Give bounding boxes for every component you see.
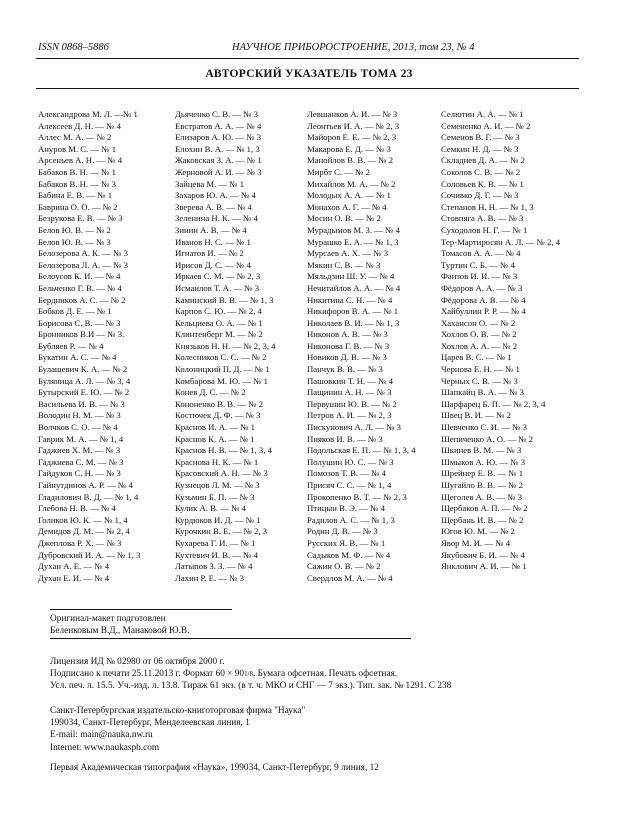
author-entry: Пащинин А. Н. — № 3 — [307, 387, 392, 398]
author-entry: Селютин А. А. — № 1 — [441, 109, 524, 119]
author-entry: Нечитайлов А. А. — № 4 — [307, 282, 401, 293]
author-entry: Молодых А. А. — № 1 — [307, 190, 391, 201]
author-column-1 — [38, 109, 140, 584]
author-entry: Степанов Н. Н. — № 1, 3 — [441, 201, 534, 212]
author-entry: Майоров Е. Е. — № 2, 3 — [307, 132, 397, 143]
author-entry: Демидов Д. М. — № 2, 4 — [38, 526, 130, 537]
author-entry: Шапкайц В. А. — № 3 — [441, 387, 524, 398]
author-entry: Тер-Мартиросян А. Л. — № 2, 4 — [441, 236, 561, 247]
author-entry: Гладилович В. Д. — № 1, 4 — [38, 491, 139, 502]
author-entry: Кельциева О. А. — № 1 — [175, 317, 263, 328]
footer-short-rule — [50, 609, 232, 610]
author-entry: Панчук В. В. — № 3 — [307, 364, 383, 375]
author-entry: Свердлов М. А. — № 4 — [307, 572, 393, 583]
author-column-3 — [307, 109, 416, 584]
author-entry: Пискунович А. Л. — № 3 — [307, 422, 402, 433]
author-entry: Складнев Д. А. — № 2 — [441, 155, 525, 166]
author-entry: Фёдоров А. А. — № 3 — [441, 282, 523, 293]
author-entry: Кухарева Г. И. — № 1 — [175, 537, 256, 548]
author-entry: Подольская Е. П. — № 1, 3, 4 — [307, 445, 416, 456]
layout-credit-label: Оригинал-макет подготовлен — [50, 614, 166, 624]
author-entry: Мурадымов М. З. — № 4 — [307, 224, 400, 235]
author-entry: Игнатов И. — № 2 — [175, 248, 244, 259]
publisher-block — [50, 705, 305, 754]
author-entry: Птицын В. Э. — № 4 — [307, 503, 385, 514]
author-entry: Кузьмин Б. П. — № 3 — [175, 491, 255, 502]
author-entry: Джеплова Р. Х. — № 3 — [38, 537, 122, 548]
author-entry: Присяч С. С. — № 1, 4 — [307, 480, 392, 490]
author-entry: Щербаков А. П. — № 2 — [441, 503, 528, 514]
author-entry: Никонова Г. В. — № 3 — [307, 340, 390, 351]
author-entry: Курочкин В. Е. — № 2, 3 — [175, 526, 268, 537]
author-entry: Красовский А. Н. — № 3 — [175, 468, 268, 479]
author-entry: Сочивко Д. Г. — № 3 — [441, 190, 519, 201]
author-entry: Новиков Д. В. — № 3 — [307, 352, 387, 363]
author-entry: Кононенко В. В. — № 2 — [175, 398, 264, 409]
author-entry: Зверева А. В. — № 4 — [175, 201, 252, 212]
page-title: АВТОРСКИЙ УКАЗАТЕЛЬ ТОМА 23 — [205, 68, 413, 80]
publisher-name: Санкт-Петербургская издательско-книготорговая фирма "Наука" — [50, 706, 306, 716]
author-entry: Пияков И. В. — № 3 — [307, 433, 383, 444]
author-entry: Шепиченко А. О. — № 2 — [441, 433, 533, 444]
author-entry: Ирисов Д. С. — № 4 — [175, 259, 251, 270]
author-entry: Туртин С. Б. — № 4 — [441, 259, 515, 270]
printer-line: Первая Академическая типография «Наука», 199034, Санкт-Петербург, 9 линия, 12 — [50, 763, 379, 773]
title-rule — [36, 88, 579, 89]
author-entry: Алексеев Д. Н. — № 4 — [38, 120, 121, 131]
author-entry: Жаковская З. А. — № 1 — [175, 155, 262, 166]
author-entry: Сажин О. В. — № 2 — [307, 561, 381, 572]
author-entry: Первушин Ю. В. — № 2 — [307, 398, 397, 409]
author-entry: Петров А. И. — № 2, 3 — [307, 410, 392, 421]
author-entry: Карпов С. Ю. — № 2, 4 — [175, 306, 262, 317]
author-entry: Арсеньев А. Н. — № 4 — [38, 155, 123, 166]
author-entry: Якубович Б. И. — № 4 — [441, 549, 525, 560]
author-entry: Лахин Р. Е. — № 3 — [175, 572, 244, 583]
author-entry: Семкин Н. Д. — № 3 — [441, 143, 519, 154]
author-entry: Никитина С. Н. — № 4 — [307, 294, 393, 305]
author-entry: Бабаков В. Н. — № 3 — [38, 178, 116, 189]
author-entry: Янклович А. И. — № 1 — [441, 561, 527, 572]
author-entry: Кузнецов Л. М. — № 3 — [175, 480, 260, 490]
author-entry: Белозерова А. К. — № 3 — [38, 248, 128, 259]
author-entry: Комбарова М. Ю. — № 1 — [175, 375, 269, 386]
header-rule — [36, 58, 579, 59]
author-entry: Бабаков В. Н. — № 1 — [38, 166, 116, 177]
author-entry: Исмаилов Т. А. — № 3 — [175, 282, 260, 293]
author-entry: Суходолов Н. Г. — № 1 — [441, 224, 528, 235]
publisher-email: E-mail: main@nauka.nw.ru — [50, 730, 153, 741]
author-entry: Духан А. Е. — № 4 — [38, 561, 110, 572]
author-entry: Володин Н. М. — № 3 — [38, 410, 121, 421]
author-entry: Елохин В. А. — № 1, 3 — [175, 143, 260, 154]
author-entry: Шкинев В. М. — № 3 — [441, 445, 522, 456]
author-entry: Иркаев С. М. — № 2, 3 — [175, 271, 261, 282]
author-entry: Князьков Н. Н. — № 2, 3, 4 — [175, 340, 276, 351]
author-entry: Прокопенко В. Т. — № 2, 3 — [307, 491, 407, 502]
author-entry: Мосин О. В. — № 2 — [307, 213, 381, 224]
author-entry: Семененко А. И. — № 2 — [441, 120, 531, 131]
author-entry: Николаев В. И. — № 1, 3 — [307, 317, 400, 328]
signed-line — [50, 668, 451, 680]
author-entry: Белов Ю. В. — № 3 — [38, 236, 111, 247]
author-entry: Кухтевич И. В. — № 4 — [175, 549, 258, 560]
author-entry: Шевченко С. И. — № 3 — [441, 422, 527, 433]
author-entry: Полушин Ю. С. — № 3 — [307, 456, 394, 467]
author-entry: Фаизов И. И. — № 3 — [441, 271, 518, 282]
author-entry: Шрейнер Е. В. — № 1 — [441, 468, 524, 479]
author-entry: Фёдорова А. В. — № 4 — [441, 294, 526, 305]
author-entry: Помозов Т. В. — № 4 — [307, 468, 386, 479]
author-entry: Гаврик М. А. — № 1, 4 — [38, 433, 124, 444]
author-entry: Зинин А. В. — № 4 — [175, 224, 247, 235]
issn: ISSN 0868–5886 — [38, 42, 109, 53]
author-entry: Гаджиева С. М. — № 3 — [38, 456, 124, 467]
author-entry: Хайбуллин Р. Р. — № 4 — [441, 306, 526, 317]
author-entry: Букатин А. С. — № 4 — [38, 352, 117, 363]
author-entry: Никифоров В. А. — № 1 — [307, 306, 399, 317]
author-entry: Макарова Е. Д. — № 3 — [307, 143, 391, 154]
author-entry: Швец В. И. — № 2 — [441, 410, 511, 421]
author-entry: Зеленина Н. К. — № 4 — [175, 213, 258, 224]
author-entry: Баврина О. О. — № 2 — [38, 201, 118, 212]
author-entry: Волчков С. О. — № 4 — [38, 422, 118, 433]
author-entry: Родин Д. В. — № 3 — [307, 526, 378, 537]
author-entry: Садыков М. Ф. — № 4 — [307, 549, 391, 560]
print-details-line: Усл. печ. л. 15.5. Уч.-изд. л. 13.8. Тираж 61 экз. (в т. ч. МКО и СНГ — 7 экз.). Тип. зак. № 1291. С 238 — [50, 681, 452, 692]
author-entry: Пашовкин Т. Н. — № 4 — [307, 375, 394, 386]
format-main: 60 × 90 — [215, 669, 245, 680]
author-entry: Стовпяга А. В. — № 3 — [441, 213, 524, 224]
author-entry: Белоусов К. И. — № 4 — [38, 271, 121, 282]
license-line: Лицензия ИД № 02980 от 06 октября 2000 г. — [50, 657, 225, 667]
author-entry: Краснов Н. В. — № 1, 3, 4 — [175, 445, 272, 456]
author-entry: Семенов В. Г. — № 3 — [441, 132, 520, 143]
author-entry: Югов Ю. М. — № 2 — [441, 526, 515, 537]
author-entry: Русских Я. В. — № 1 — [307, 537, 386, 548]
author-entry: Мякин С. В. — № 3 — [307, 259, 381, 270]
author-entry: Никонов А. В. — № 3 — [307, 329, 388, 340]
author-entry: Дьяченко С. В. — № 3 — [175, 109, 258, 119]
author-entry: Глебова Н. В. — № 4 — [38, 503, 116, 514]
layout-credit-names: Беленковым В.Д., Манаковой Ю.В. — [50, 626, 190, 636]
author-entry: Левшанков А. И. — № 3 — [307, 109, 398, 119]
format-fraction: 1/8 — [244, 670, 254, 679]
author-entry: Елизаров А. Ю. — № 3 — [175, 132, 262, 143]
author-entry: Хохлов А. А. — № 2 — [441, 340, 518, 351]
author-entry: Духан Е. И. — № 4 — [38, 572, 110, 583]
author-entry: Евстратов А. А. — № 4 — [175, 120, 262, 131]
author-entry: Бронников В.И — № 3. — [38, 329, 125, 340]
author-entry: Шмыков А. Ю. — № 3 — [441, 456, 526, 467]
author-column-4 — [441, 109, 560, 573]
author-entry: Соловьев К. В. — № 1 — [441, 178, 524, 189]
author-entry: Чернова Е. Н. — № 1 — [441, 364, 520, 375]
author-entry: Ануров М. С. — № 1 — [38, 143, 117, 154]
author-entry: Бельченко Г. В. — № 4 — [38, 282, 122, 293]
author-entry: Щербань И. В. — № 2 — [441, 514, 524, 525]
author-entry: Белозерова Л. А. — № 3 — [38, 259, 129, 270]
author-entry: Колоницкий П. Д. — № 1 — [175, 364, 270, 375]
author-entry: Леонтьев И. А. — № 2, 3 — [307, 120, 400, 131]
author-entry: Гаджиев Х. М. — № 3 — [38, 445, 121, 456]
author-entry: Васильева И. В. — № 3 — [38, 398, 125, 409]
author-entry: Латыпов З. З. — № 4 — [175, 561, 253, 572]
author-entry: Дубровский И. А. — № 1, 3 — [38, 549, 141, 560]
author-entry: Явор М. И. — № 4 — [441, 537, 511, 548]
author-entry: Мурсаев А. Х. — № 3 — [307, 248, 389, 259]
author-entry: Жерновой А. И. — № 3 — [175, 166, 262, 177]
author-entry: Краснов И. А. — № 1 — [175, 422, 256, 433]
author-entry: Хохлов О. В. — № 2 — [441, 329, 517, 340]
author-entry: Хахансон О. — № 2 — [441, 317, 516, 328]
author-entry: Мурашко Е. А. — № 1, 3 — [307, 236, 399, 247]
author-entry: Белов Ю. В. — № 2 — [38, 224, 111, 235]
author-entry: Мирбт С. — № 2 — [307, 166, 370, 177]
author-entry: Зайцева М. — № 1 — [175, 178, 245, 189]
author-entry: Щеголев А. В. — № 3 — [441, 491, 523, 502]
author-entry: Клинтенберг М. — № 2 — [175, 329, 263, 340]
author-entry: Краснов К. А. — № 1 — [175, 433, 255, 444]
author-entry: Булашевич К. А. — № 2 — [38, 364, 128, 375]
author-entry: Каминский В. В. — № 1, 3 — [175, 294, 274, 305]
author-entry: Аллес М. А. — № 2 — [38, 132, 112, 143]
author-entry: Гайдуков С. Н. — № 3 — [38, 468, 121, 479]
footer-long-rule — [50, 638, 411, 639]
author-entry: Голиков Ю. К. — № 1, 4 — [38, 514, 128, 525]
author-entry: Конев Д. С. — № 2 — [175, 387, 246, 398]
author-entry: Радилов А. С. — № 1, 3 — [307, 514, 395, 525]
author-entry: Бердников А. С. — № 2 — [38, 294, 126, 305]
author-entry: Бутырский Е. Ю. — № 2 — [38, 387, 130, 398]
author-entry: Михайлов М. А. — № 2 — [307, 178, 396, 189]
author-entry: Бобков Д. Е. — № 1 — [38, 306, 112, 317]
author-entry: Томасов А. А. — № 4 — [441, 248, 521, 259]
publisher-website: Internet: www.naukaspb.com — [50, 742, 160, 753]
print-info-block — [50, 656, 451, 693]
author-entry: Краснова Н. К. — № 1 — [175, 456, 259, 467]
author-entry: Бубляев Р. — № 4 — [38, 340, 104, 351]
author-entry: Соколов С. В. — № 2 — [441, 166, 521, 177]
layout-credit — [50, 613, 189, 637]
signed-prefix: Подписано к печати 25.11.2013 г. Формат — [50, 669, 214, 680]
author-entry: Царев В. С. — № 1 — [441, 352, 512, 363]
author-entry: Курдюков И. Д. — № 1 — [175, 514, 261, 525]
author-entry: Бабина Е. В. — № 1 — [38, 190, 113, 201]
publisher-address: 199034, Санкт-Петербург, Менделеевская линия, 1 — [50, 718, 250, 729]
author-entry: Иванов Н. С. — № 1 — [175, 236, 251, 247]
author-entry: Борисова С. В. — № 3 — [38, 317, 121, 328]
signed-suffix: . Бумага офсетная. Печать офсетная. — [253, 669, 398, 680]
author-entry: Черных С. В. — № 3 — [441, 375, 518, 386]
author-entry: Колесников С. С. — № 2 — [175, 352, 267, 363]
author-entry: Мяльдзин Ш. У. — № 4 — [307, 271, 395, 282]
author-entry: Шарфарец Б. П. — № 2, 3, 4 — [441, 398, 546, 409]
author-entry: Буляница А. Л. — № 3, 4 — [38, 375, 131, 386]
author-entry: Монахов А. Г. — № 4 — [307, 201, 387, 212]
author-entry: Кулик А. В. — № 4 — [175, 503, 246, 514]
author-entry: Захаров Ю. А. — № 4 — [175, 190, 256, 201]
journal-header: НАУЧНОЕ ПРИБОРОСТРОЕНИЕ, 2013, том 23, № 4 — [232, 42, 475, 53]
author-entry: Шугайло В. В. — № 2 — [441, 480, 523, 490]
author-column-2 — [175, 109, 276, 584]
author-entry: Гайнутдинов А. Р. — № 4 — [38, 480, 133, 490]
author-entry: Александрова М. Л. —№ 1 — [38, 109, 138, 119]
author-entry: Манойлов В. В. — № 2 — [307, 155, 394, 166]
author-entry: Безрукова Е. В. — № 3 — [38, 213, 123, 224]
author-entry: Костючек Д. Ф. — № 3 — [175, 410, 261, 421]
